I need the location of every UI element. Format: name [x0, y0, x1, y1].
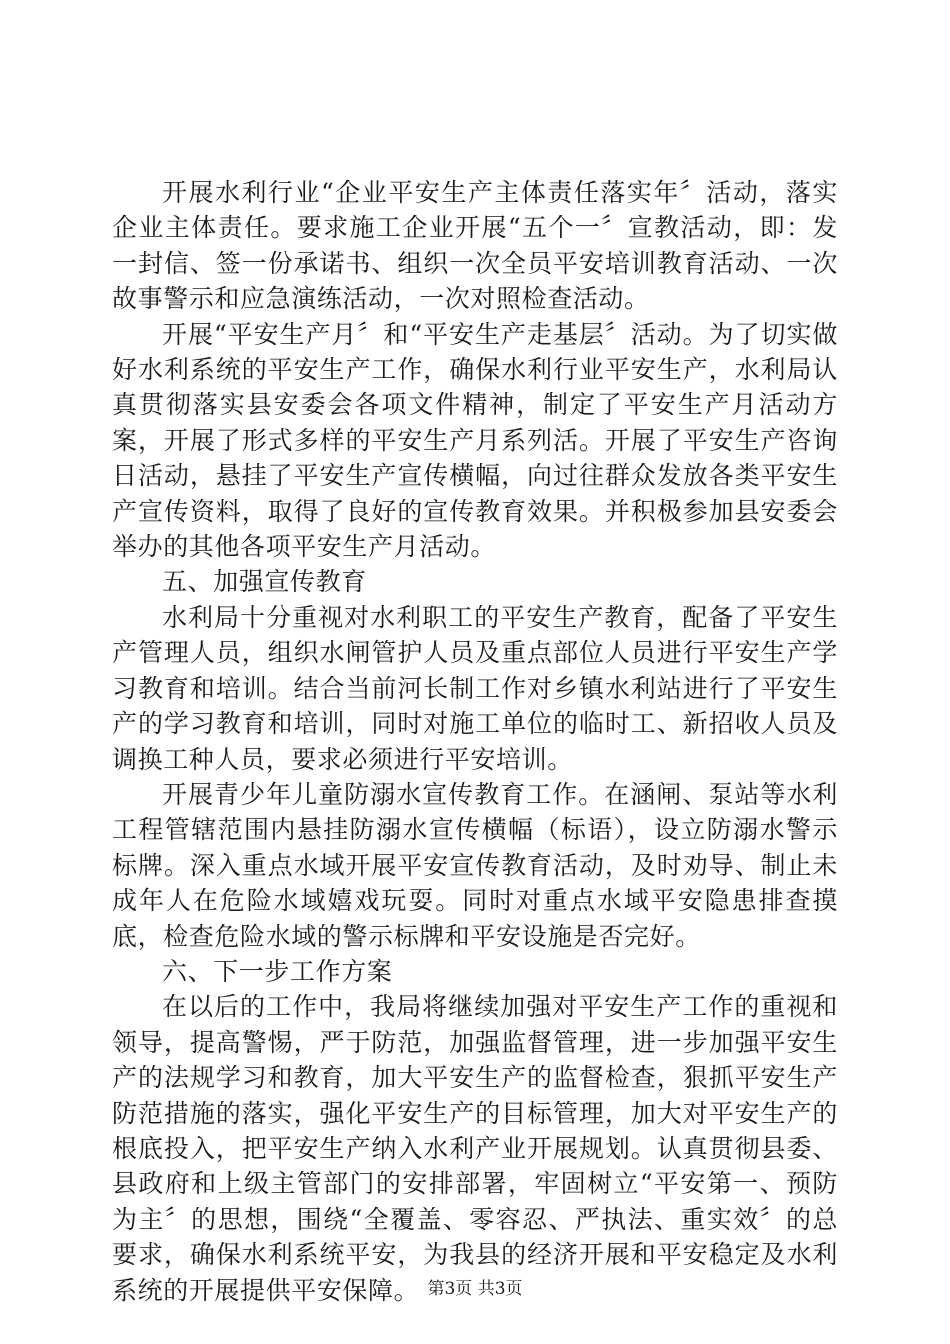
- section-heading-publicity-education: 五、加强宣传教育: [162, 567, 367, 597]
- paragraph-drowning-prevention: 开展青少年儿童防溺水宣传教育工作。在涵闸、泵站等水利工程管辖范围内悬挂防溺水宣传横幅（标语），设立防溺水警示标牌。深入重点水域开展平安宣传教育活动，及时劝导、制止未成年人在危险水域嬉戏玩耍。同时对重点水域平安隐患排查摸底，检查危险水域的警示标牌和平安设施是否完好。: [112, 779, 838, 951]
- section-heading-next-steps: 六、下一步工作方案: [162, 956, 393, 986]
- paragraph-safety-responsibility-year: 开展水利行业“企业平安生产主体责任落实年〞活动，落实企业主体责任。要求施工企业开展“五个一〞宣教活动，即：发一封信、签一份承诺书、组织一次全员平安培训教育活动、一次故事警示和应急演练活动，一次对照检查活动。: [112, 178, 838, 314]
- paragraph-safety-month-activities: 开展“平安生产月〞和“平安生产走基层〞活动。为了切实做好水利系统的平安生产工作，确保水利行业平安生产，水利局认真贯彻落实县安委会各项文件精神，制定了平安生产月活动方案，开展了形式多样的平安生产月系列活。开展了平安生产咨询日活动，悬挂了平安生产宣传横幅，向过往群众发放各类平安生产宣传资料，取得了良好的宣传教育效果。并积极参加县安委会举办的其他各项平安生产月活动。: [112, 319, 838, 562]
- paragraph-future-work: 在以后的工作中，我局将继续加强对平安生产工作的重视和领导，提高警惕，严于防范，加强监督管理，进一步加强平安生产的法规学习和教育，加大平安生产的监督检查，狠抓平安生产防范措施的落实，强化平安生产的目标管理，加大对平安生产的根底投入，把平安生产纳入水利产业开展规划。认真贯彻县委、县政府和上级主管部门的安排部署，牢固树立“平安第一、预防为主〞的思想，围绕“全覆盖、零容忍、严执法、重实效〞的总要求，确保水利系统平安，为我县的经济开展和平安稳定及水利系统的开展提供平安保障。: [112, 992, 838, 1305]
- page-number-footer: 第3页 共3页: [427, 1279, 523, 1299]
- paragraph-staff-safety-education: 水利局十分重视对水利职工的平安生产教育，配备了平安生产管理人员，组织水闸管护人员及重点部位人员进行平安生产学习教育和培训。结合当前河长制工作对乡镇水利站进行了平安生产的学习教育和培训，同时对施工单位的临时工、新招收人员及调换工种人员，要求必须进行平安培训。: [112, 602, 838, 774]
- document-body: [112, 175, 838, 1308]
